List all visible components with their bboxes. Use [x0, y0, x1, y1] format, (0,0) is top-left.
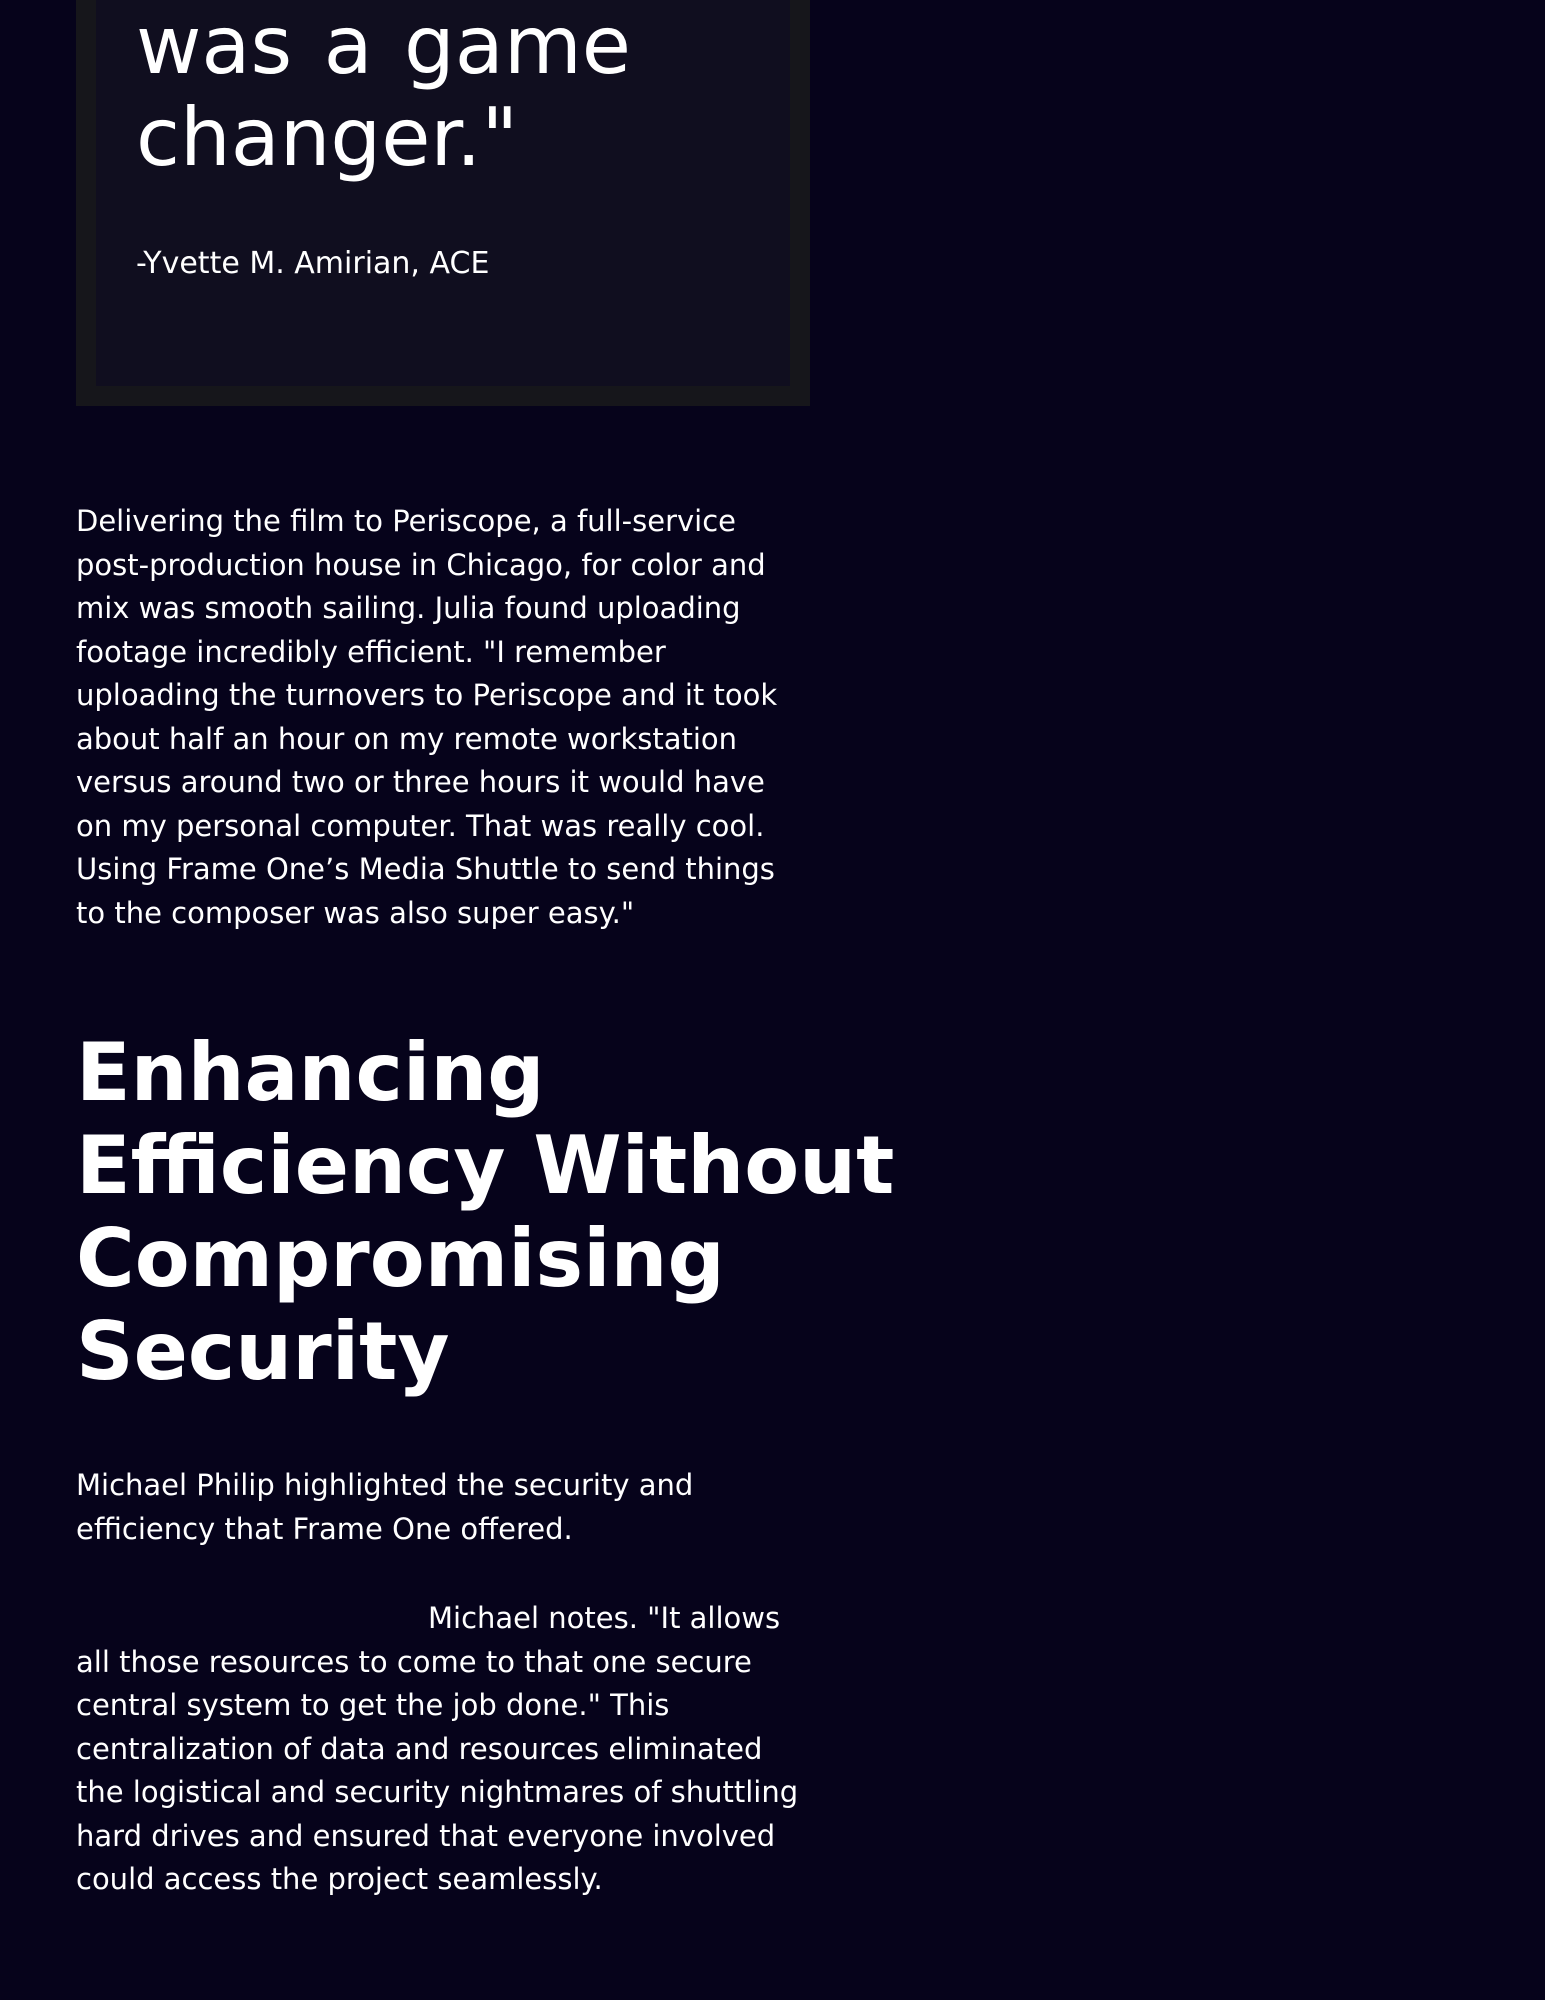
paragraph-line: all those resources to come to that one secure — [76, 1644, 752, 1679]
paragraph-line: post-production house in Chicago, for color and — [76, 547, 766, 582]
heading-line: Security — [76, 1305, 450, 1398]
paragraph-line: central system to get the job done." This — [76, 1688, 670, 1722]
testimonial-author: -Yvette M. Amirian, ACE — [136, 246, 490, 281]
paragraph-line: hard drives and ensured that everyone involved — [76, 1818, 776, 1853]
paragraph-line: to the composer was also super easy." — [76, 895, 635, 930]
heading-line: Enhancing — [76, 1026, 545, 1119]
body-paragraph-centralization — [76, 1597, 836, 1902]
paragraph-line: Delivering the film to Periscope, a full-service — [76, 504, 737, 538]
heading-line: Efficiency Without — [76, 1119, 895, 1212]
paragraph-line: versus around two or three hours it would have — [76, 765, 765, 799]
paragraph-line-text: Michael notes. "It allows — [428, 1601, 781, 1635]
paragraph-line: on my personal computer. That was really cool. — [76, 808, 765, 843]
paragraph-line: about half an hour on my remote workstation — [76, 721, 738, 756]
paragraph-line: could access the project seamlessly. — [76, 1862, 603, 1896]
heading-line: Compromising — [76, 1212, 725, 1305]
quote-line: was a game — [136, 0, 631, 92]
paragraph-line: centralization of data and resources eliminated — [76, 1731, 763, 1766]
paragraph-line — [76, 1597, 836, 1641]
testimonial-quote-panel — [96, 0, 790, 386]
paragraph-line: Using Frame One’s Media Shuttle to send things — [76, 852, 775, 886]
paragraph-line: mix was smooth sailing. Julia found uploading — [76, 591, 741, 625]
testimonial-quote-card — [76, 0, 810, 406]
paragraph-line: efficiency that Frame One offered. — [76, 1511, 573, 1546]
paragraph-line: the logistical and security nightmares of shuttling — [76, 1775, 799, 1809]
testimonial-quote-text — [136, 0, 631, 184]
paragraph-line: uploading the turnovers to Periscope and it took — [76, 678, 778, 712]
quote-line: changer." — [136, 91, 519, 184]
paragraph-line: Michael Philip highlighted the security and — [76, 1468, 694, 1502]
section-heading — [76, 1026, 895, 1398]
body-paragraph-security-intro — [76, 1464, 836, 1551]
paragraph-line: footage incredibly efficient. "I remember — [76, 634, 666, 669]
body-paragraph-delivery — [76, 500, 836, 935]
